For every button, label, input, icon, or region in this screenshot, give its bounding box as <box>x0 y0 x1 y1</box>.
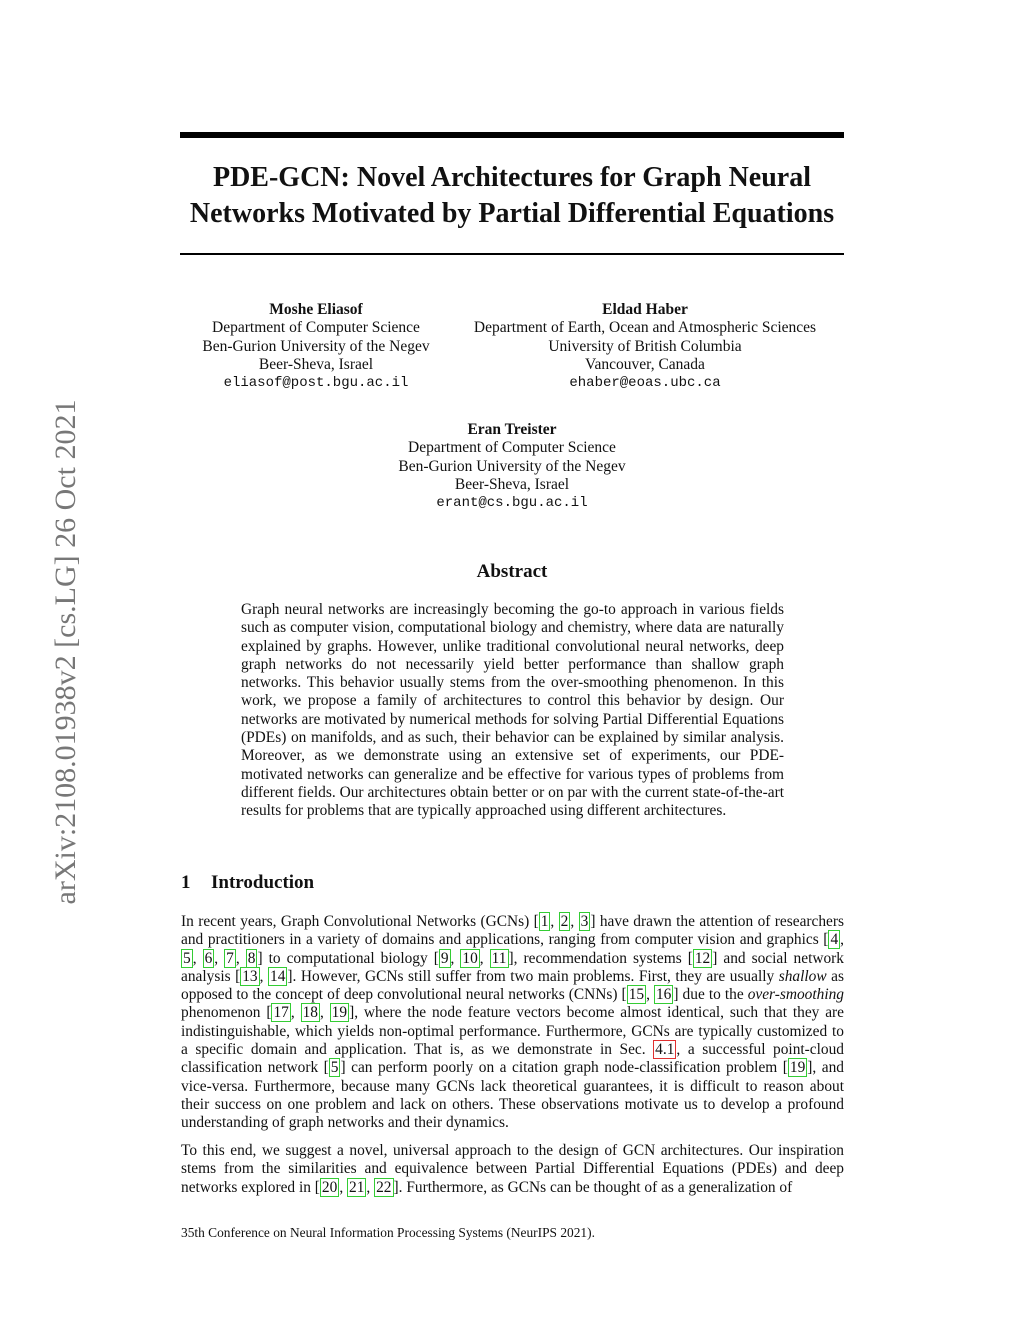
author-department: Department of Earth, Ocean and Atmospheric Sciences <box>473 319 817 337</box>
author-name: Moshe Eliasof <box>269 301 363 318</box>
text-run: , a successful point-cloud classification network [ <box>181 1041 844 1077</box>
author-block <box>156 301 476 392</box>
author-institution: University of British Columbia <box>548 337 742 355</box>
citation-link[interactable]: 4 <box>830 931 839 949</box>
citation-link[interactable]: 14 <box>270 967 286 985</box>
citation-link[interactable]: 17 <box>273 1004 289 1022</box>
citation-link[interactable]: 16 <box>655 986 672 1004</box>
author-email[interactable]: ehaber@eoas.ubc.ca <box>569 375 721 392</box>
author-name: Eran Treister <box>467 421 557 438</box>
citation-link[interactable]: 5 <box>330 1059 339 1077</box>
title-rule-bottom <box>180 253 844 255</box>
citation-link[interactable]: 9 <box>440 949 449 967</box>
citation-link[interactable]: 3 <box>580 913 589 930</box>
intro-paragraph-2: To this end, we suggest a novel, universal approach to the design of GCN architectures. Our inspiration stems from the similarities and equivalence between Partial Differential Equations (PDEs) and deep networks explored in [ 20 , 21 , 22 ]. Furthermore, as GCNs can be thought of as a generalization of <box>181 1142 844 1196</box>
abstract-heading: Abstract <box>476 561 548 582</box>
citation-link[interactable]: 6 <box>204 949 213 967</box>
text-run: ], where the node feature vectors become almost identical, such that they are indistinguishable, which yields non-optimal performance. Furthermore, GCNs are typically customized to a specific domain and application. That is, as we demonstrate in Sec. <box>181 1004 844 1059</box>
citation-link[interactable]: 11 <box>491 949 507 967</box>
section-title: Introduction <box>211 872 315 893</box>
text-run: ]. Furthermore, as GCNs can be thought of as a generalization of <box>393 1178 793 1196</box>
author-block <box>440 301 850 392</box>
author-location: Vancouver, Canada <box>585 355 705 373</box>
paper-title <box>150 160 874 232</box>
author-department: Department of Computer Science <box>212 319 420 337</box>
citation-link[interactable]: 20 <box>321 1178 338 1196</box>
emphasis-shallow: shallow <box>778 967 827 985</box>
citation-link[interactable]: 8 <box>247 949 256 967</box>
section-reference-link[interactable]: 4.1 <box>655 1041 675 1059</box>
text-run: ], and vice-versa. Furthermore, because many GCNs lack theoretical guarantees, it is difficult to reason about their success on one problem and lack on others. These observations motivate us to develop a profound understanding of graph networks and their dynamics. <box>181 1059 845 1132</box>
text-run: ] to computational biology [ <box>257 949 439 967</box>
text-run: as opposed to the concept of deep convolutional neural networks (CNNs) [ <box>181 967 844 1004</box>
title-line-2: Networks Motivated by Partial Differential Equations <box>189 198 835 229</box>
citation-link[interactable]: 18 <box>302 1004 318 1022</box>
section-heading-introduction <box>181 871 581 895</box>
text-run: ] can perform poorly on a citation graph node-classification problem [ <box>340 1059 788 1077</box>
text-run: ] and social network analysis [ <box>181 949 844 985</box>
section-number: 1 <box>181 872 191 893</box>
citation-link[interactable]: 5 <box>183 949 191 967</box>
citation-link[interactable]: 22 <box>376 1178 392 1196</box>
citation-link[interactable]: 19 <box>789 1059 806 1077</box>
text-run: ] have drawn the attention of researchers and practitioners in a variety of domains and applications, ranging from computer vision and graphics [ <box>181 913 845 949</box>
text-run: ] due to the <box>673 986 748 1004</box>
citation-link[interactable]: 19 <box>331 1004 348 1022</box>
text-run: ]. However, GCNs still suffer from two main problems. First, they are usually <box>287 967 779 985</box>
author-location: Beer-Sheva, Israel <box>258 355 374 373</box>
abstract-text: Graph neural networks are increasingly becoming the go-to approach in various fields such as computer vision, computational biology and chemistry, where data are naturally explained by graphs. However, unlike traditional convolutional neural networks, deep graph networks do not necessarily yield better performance than shallow graph networks. This behavior usually stems from the over-smoothing phenomenon. In this work, we propose a family of architectures to control this behavior by design. Our networks are motivated by numerical methods for solving Partial Differential Equations (PDEs) on manifolds, and as such, their behavior can be explained by similar analysis. Moreover, as we demonstrate using an extensive set of experiments, our PDE-motivated networks can generalize and be effective for various types of problems from different fields. Our architectures obtain better or on par with the current state-of-the-art results for problems that are typically approached using different architectures. <box>241 601 784 820</box>
author-institution: Ben-Gurion University of the Negev <box>202 337 430 355</box>
author-email[interactable]: eliasof@post.bgu.ac.il <box>223 375 409 392</box>
citation-link[interactable]: 10 <box>462 949 478 967</box>
arxiv-identifier[interactable]: arXiv:2108.01938v2 [cs.LG] 26 Oct 2021 <box>49 399 82 905</box>
text-run: phenomenon [ <box>181 1004 272 1022</box>
text-run: ], recommendation systems [ <box>508 949 693 967</box>
author-name: Eldad Haber <box>602 301 688 318</box>
text-run: In recent years, Graph Convolutional Networks (GCNs) [ <box>181 913 539 930</box>
title-rule-top <box>180 132 844 138</box>
citation-link[interactable]: 7 <box>226 949 234 967</box>
author-department: Department of Computer Science <box>408 439 616 457</box>
conference-footer: 35th Conference on Neural Information Processing Systems (NeurIPS 2021). <box>181 1225 595 1240</box>
citation-link[interactable]: 1 <box>540 913 549 930</box>
text-run: To this end, we suggest a novel, universal approach to the design of GCN architectures. Our inspiration stems from the similarities and equivalence between Partial Differential Equations (PDEs) and deep networks explored in [ <box>181 1142 844 1196</box>
emphasis-over-smoothing: over-smoothing <box>747 986 844 1004</box>
author-location: Beer-Sheva, Israel <box>454 475 570 493</box>
intro-paragraph-1: In recent years, Graph Convolutional Networks (GCNs) [ 1 , 2 , 3 ] have drawn the attention of researchers and practitioners in a variety of domains and applications, ranging from computer vision and graphics [ 4 , 5 , 6 , 7 , 8 ] to computational biology [ 9 , 10 , 11 ], recommendation systems [ 12 ] and social network analysis [ 13 , 14 ]. However, GCNs still suffer from two main problems. First, they are usually shallow as opposed to the concept of deep convolutional neural networks (CNNs) [ 15 , 16 ] due to the over-smoothing phenomenon [ 17 , 18 , 19 ], where the node feature vectors become almost identical, such that they are indistinguishable, which yields non-optimal performance. Furthermore, GCNs are typically customized to a specific domain and application. That is, as we demonstrate in Sec. 4.1 , a successful point-cloud classification network [ 5 ] can perform poorly on a citation graph node-classification problem [ 19 ], and vice-versa. Furthermore, because many GCNs lack theoretical guarantees, it is difficult to reason about their success on one problem and lack on others. These observations motivate us to develop a profound understanding of graph networks and their dynamics. <box>181 913 845 1132</box>
author-block <box>352 421 672 512</box>
author-email[interactable]: erant@cs.bgu.ac.il <box>436 495 588 512</box>
citation-link[interactable]: 12 <box>694 949 711 967</box>
author-institution: Ben-Gurion University of the Negev <box>398 457 626 475</box>
citation-link[interactable]: 15 <box>628 986 645 1004</box>
citation-link[interactable]: 21 <box>349 1178 365 1196</box>
title-line-1: PDE-GCN: Novel Architectures for Graph Neural <box>212 162 812 193</box>
citation-link[interactable]: 2 <box>560 913 569 930</box>
citation-link[interactable]: 13 <box>242 967 258 985</box>
